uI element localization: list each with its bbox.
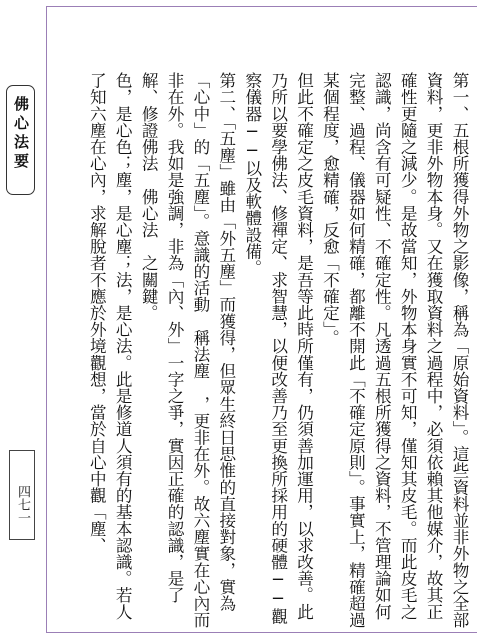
page-number: 四七一	[15, 485, 30, 524]
paragraph-4: 色，是心色；塵，是心塵；法，是心法。此是修道人須有的基本認識。若人了知六塵在心內，求解脫者不應於外境觀想，當於自心中觀「塵、	[87, 72, 133, 620]
book-title-tab	[6, 85, 35, 195]
paragraph-1: 第一、五根所獲得外物之影像，稱為「原始資料」。這些資料並非外物之全部資料，更非外物本身。又在獲取資料之過程中，必須依賴其他媒介，故其正確性更隨之減少。是故當知，外物本身實不可知，僅知其皮毛。而此皮毛之認識，尚含有可疑性、不確定性。凡透過五根所獲得之資料，不管理論如何完整、過程、儀器如何精確，都離不開此「不確定原則」。事實上，精確超過某個程度，愈精確，反愈「不確定」。	[320, 72, 469, 629]
paragraph-2: 但此不確定之皮毛資料，是吾等此時所僅有，仍須善加運用，以求改善。此乃所以要學佛法、修禪定、求智慧，以便改善乃至更換所採用的硬體──觀察儀器──以及軟體設備。	[242, 72, 314, 625]
page-number-box	[9, 450, 35, 540]
page-border-left	[46, 6, 47, 632]
book-title: 佛心法要	[12, 96, 30, 172]
body-text	[62, 72, 472, 632]
paragraph-3: 第二、「五塵」雖由「外五塵」而獲得，但眾生終日思惟的直接對象，實為「心中」的「五塵」。意識的活動 稱法塵 ，更非在外。故六塵實在心內而非在外。我如是強調，非為「內、外」一字之爭，實因正確的認識，是了解、修證佛法 佛心法 之關鍵。	[139, 72, 236, 629]
page-border-bottom	[46, 632, 477, 633]
page-border-top	[46, 6, 477, 7]
